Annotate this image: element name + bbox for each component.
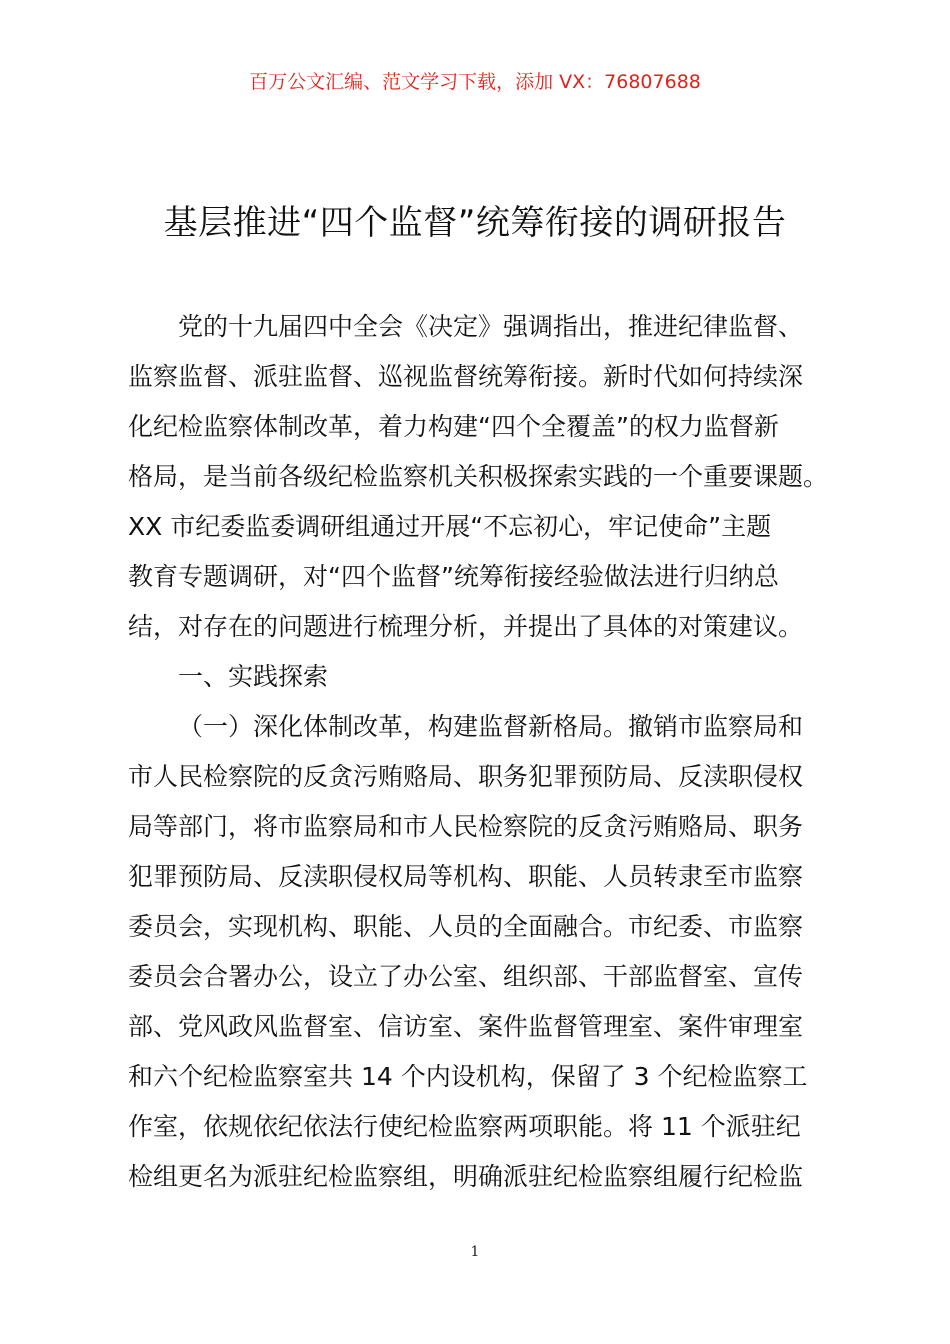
paragraph-line: 部、党风政风监督室、信访室、案件监督管理室、案件审理室 [128, 1012, 804, 1041]
section-heading: 一、实践探索 [178, 662, 329, 691]
paragraph-line: 犯罪预防局、反渎职侵权局等机构、职能、人员转隶至市监察 [128, 862, 804, 891]
paragraph-line: 和六个纪检监察室共 14 个内设机构，保留了 3 个纪检监察工 [128, 1062, 808, 1091]
paragraph-line: 党的十九届四中全会《决定》强调指出，推进纪律监督、 [178, 312, 804, 341]
body-text [128, 302, 828, 1202]
paragraph-line: 局等部门，将市监察局和市人民检察院的反贪污贿赂局、职务 [128, 812, 804, 841]
paragraph-line: 检组更名为派驻纪检监察组，明确派驻纪检监察组履行纪检监 [128, 1162, 804, 1191]
paragraph-line: 教育专题调研，对“四个监督”统筹衔接经验做法进行归纳总 [128, 562, 779, 591]
document-title: 基层推进“四个监督”统筹衔接的调研报告 [163, 203, 787, 243]
paragraph-line: 作室，依规依纪依法行使纪检监察两项职能。将 11 个派驻纪 [128, 1112, 801, 1141]
header-note: 百万公文汇编、范文学习下载，添加 VX：76807688 [249, 71, 701, 93]
page-number: 1 [470, 1244, 480, 1260]
paragraph-line: 市人民检察院的反贪污贿赂局、职务犯罪预防局、反渎职侵权 [128, 762, 804, 791]
paragraph-line: 格局，是当前各级纪检监察机关积极探索实践的一个重要课题。 [128, 462, 829, 491]
paragraph-line: 监察监督、派驻监督、巡视监督统筹衔接。新时代如何持续深 [128, 362, 804, 391]
paragraph-line: XX 市纪委监委调研组通过开展“不忘初心，牢记使命”主题 [128, 512, 772, 541]
paragraph-line: 委员会合署办公，设立了办公室、组织部、干部监督室、宣传 [128, 962, 804, 991]
paragraph-line: 委员会，实现机构、职能、人员的全面融合。市纪委、市监察 [128, 912, 804, 941]
paragraph-line: 结，对存在的问题进行梳理分析，并提出了具体的对策建议。 [128, 612, 804, 641]
paragraph-line: （一）深化体制改革，构建监督新格局。撤销市监察局和 [178, 712, 804, 741]
paragraph-line: 化纪检监察体制改革，着力构建“四个全覆盖”的权力监督新 [128, 412, 779, 441]
